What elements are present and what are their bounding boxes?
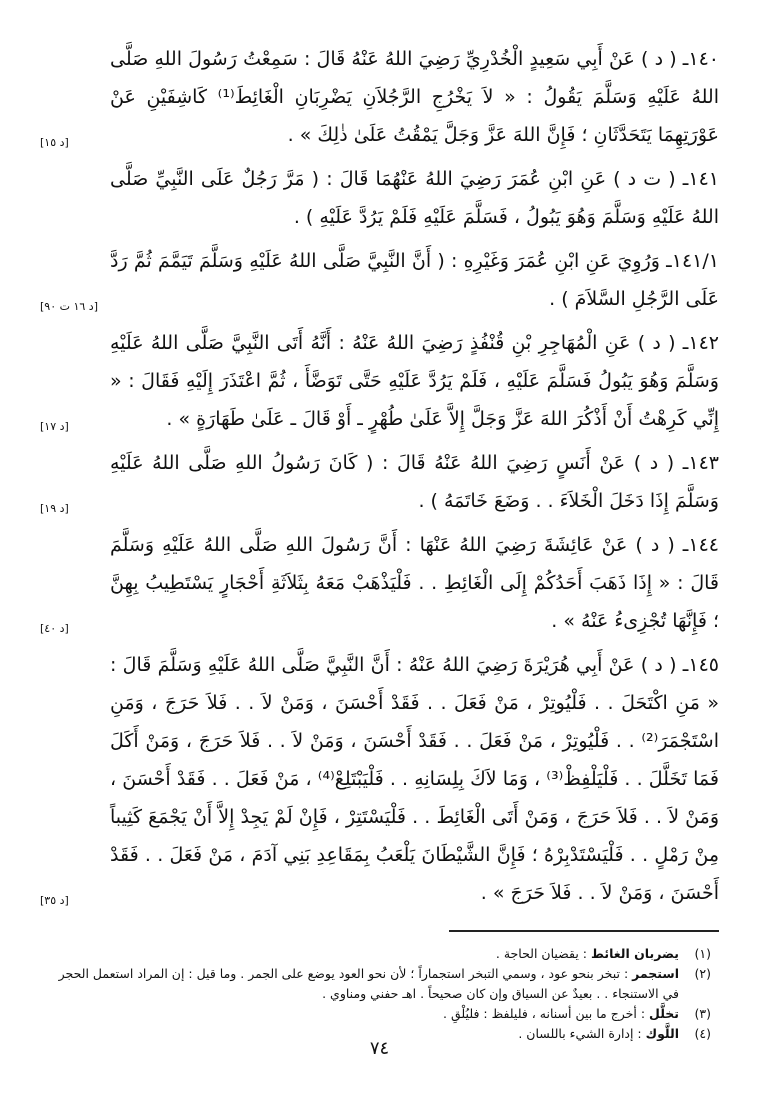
hadith-reference: [د ٤٠]	[40, 622, 69, 635]
footnote-number: (٢)	[694, 966, 711, 981]
footnote-body	[40, 944, 679, 964]
hadith-reference: [د ١٩]	[40, 502, 69, 515]
hadith-145	[40, 646, 719, 912]
footnote-divider	[449, 930, 719, 932]
hadith-141	[40, 160, 719, 236]
hadith-141-1	[40, 242, 719, 318]
footnote-term: يضربان الغائط	[590, 946, 679, 961]
hadith-text: ١٤٠ـ ( د ) عَنْ أَبِي سَعِيدٍ الْخُدْرِيِّ رَضِيَ اللهُ عَنْهُ قَالَ : سَمِعْتُ رَسُولَ اللهِ صَلَّى اللهُ عَلَيْهِ وَسَلَّمَ يَقُولُ : « لاَ يَخْرُجِ الرَّجُلاَنِ يَضْرِبَانِ الْغَائِطَ⁽¹⁾ كَاشِفَيْنِ عَنْ عَوْرَتِهِمَا يَتَحَدَّثَانِ ؛ فَإِنَّ اللهَ عَزَّ وَجَلَّ يَمْقُتُ عَلَىٰ ذٰلِكَ » .	[110, 48, 720, 146]
hadith-text: ١٤٤ـ ( د ) عَنْ عَائِشَةَ رَضِيَ اللهُ عَنْهَا : أَنَّ رَسُولَ اللهِ صَلَّى اللهُ عَلَيْهِ وَسَلَّمَ قَالَ : « إِذَا ذَهَبَ أَحَدُكُمْ إِلَى الْغَائِطِ . . فَلْيَذْهَبْ مَعَهُ بِثَلاَثَةِ أَحْجَارٍ يَسْتَطِيبُ بِهِنَّ ؛ فَإِنَّهَا تُجْزِىءُ عَنْهُ » .	[110, 534, 719, 632]
hadith-reference: [د ١٧]	[40, 420, 69, 433]
hadith-142	[40, 324, 719, 438]
page-content	[40, 40, 719, 1044]
hadith-text: ١٤٢ـ ( د ) عَنِ الْمُهَاجِرِ بْنِ قُنْفُذٍ رَضِيَ اللهُ عَنْهُ : أَنَّهُ أَتَى النَّبِيَّ صَلَّى اللهُ عَلَيْهِ وَسَلَّمَ وَهُوَ يَبُولُ فَسَلَّمَ عَلَيْهِ ، فَلَمْ يَرُدَّ عَلَيْهِ حَتَّى تَوَضَّأَ ، ثُمَّ اعْتَذَرَ إِلَيْهِ فَقَالَ : « إِنِّي كَرِهْتُ أَنْ أَذْكُرَ اللهَ عَزَّ وَجَلَّ إِلاَّ عَلَىٰ طُهْرٍ ـ أَوْ قَالَ ـ عَلَىٰ طَهَارَةٍ » .	[110, 332, 719, 430]
hadith-reference: [د ١٦ ت ٩٠]	[40, 300, 98, 313]
footnote-number: (٤)	[694, 1026, 711, 1041]
footnote-text: : تبخر بنحو عود ، وسمي التبخر استجماراً ؛ لأن نحو العود يوضع على الجمر . وما قيل : إن المراد استعمل الحجر في الاستنجاء . . بعيدٌ عن السياق وإن كان صحيحاً . اهـ حفني ومناوي .	[58, 966, 679, 1001]
hadith-text: ١٤١/١ـ وَرُوِيَ عَنِ ابْنِ عُمَرَ وَغَيْرِهِ : ( أَنَّ النَّبِيَّ صَلَّى اللهُ عَلَيْهِ وَسَلَّمَ تَيَمَّمَ ثُمَّ رَدَّ عَلَى الرَّجُلِ السَّلاَمَ ) .	[110, 250, 719, 310]
footnote-1	[40, 944, 711, 964]
footnote-term: تخلَّل	[649, 1006, 679, 1021]
hadith-reference: [د ١٥]	[40, 136, 69, 149]
footnote-number: (٣)	[694, 1006, 711, 1021]
footnote-text: : إدارة الشيء باللسان .	[518, 1026, 646, 1041]
footnotes	[40, 944, 711, 1044]
footnote-body	[40, 1004, 679, 1024]
footnote-body	[40, 964, 679, 1004]
hadith-144	[40, 526, 719, 640]
footnote-term: اللَّوك	[645, 1026, 679, 1041]
page-number: ٧٤	[369, 1038, 390, 1059]
footnote-text: : يقضيان الحاجة .	[495, 946, 591, 961]
hadith-140	[40, 40, 719, 154]
footnote-2	[40, 964, 711, 1004]
hadith-143	[40, 444, 719, 520]
hadith-reference: [د ٣٥]	[40, 894, 69, 907]
hadith-text: ١٤٥ـ ( د ) عَنْ أَبِي هُرَيْرَةَ رَضِيَ اللهُ عَنْهُ : أَنَّ النَّبِيَّ صَلَّى اللهُ عَلَيْهِ وَسَلَّمَ قَالَ : « مَنِ اكْتَحَلَ . . فَلْيُوتِرْ ، مَنْ فَعَلَ . . فَقَدْ أَحْسَنَ ، وَمَنْ لاَ . . فَلاَ حَرَجَ ، وَمَنِ اسْتَجْمَرَ⁽²⁾ . . فَلْيُوتِرْ ، مَنْ فَعَلَ . . فَقَدْ أَحْسَنَ ، وَمَنْ لاَ . . فَلاَ حَرَجَ ، وَمَنْ أَكَلَ فَمَا تَخَلَّلَ . . فَلْيَلْفِظْ⁽³⁾ ، وَمَا لاَكَ بِلِسَانِهِ . . فَلْيَبْتَلِعْ⁽⁴⁾ ، مَنْ فَعَلَ . . فَقَدْ أَحْسَنَ ، وَمَنْ لاَ . . فَلاَ حَرَجَ ، وَمَنْ أَتَى الْغَائِطَ . . فَلْيَسْتَتِرْ ، فَإِنْ لَمْ يَجِدْ إِلاَّ أَنْ يَجْمَعَ كَثِيباً مِنْ رَمْلٍ . . فَلْيَسْتَدْبِرْهُ ؛ فَإِنَّ الشَّيْطَانَ يَلْعَبُ بِمَقَاعِدِ بَنِي آدَمَ ، مَنْ فَعَلَ . . فَقَدْ أَحْسَنَ ، وَمَنْ لاَ . . فَلاَ حَرَجَ » .	[110, 654, 719, 904]
footnote-3	[40, 1004, 711, 1024]
footnote-term: استجمر	[632, 966, 679, 981]
footnote-text: : أخرج ما بين أسنانه ، فليلفظ : فليُلْقِ .	[443, 1006, 650, 1021]
hadith-text: ١٤١ـ ( ت د ) عَنِ ابْنِ عُمَرَ رَضِيَ اللهُ عَنْهُمَا قَالَ : ( مَرَّ رَجُلٌ عَلَى النَّبِيِّ صَلَّى اللهُ عَلَيْهِ وَسَلَّمَ وَهُوَ يَبُولُ ، فَسَلَّمَ عَلَيْهِ فَلَمْ يَرُدَّ عَلَيْهِ ) .	[110, 168, 719, 228]
hadith-text: ١٤٣ـ ( د ) عَنْ أَنَسٍ رَضِيَ اللهُ عَنْهُ قَالَ : ( كَانَ رَسُولُ اللهِ صَلَّى اللهُ عَلَيْهِ وَسَلَّمَ إِذَا دَخَلَ الْخَلاَءَ . . وَضَعَ خَاتَمَهُ ) .	[110, 452, 719, 512]
footnote-number: (١)	[694, 946, 711, 961]
